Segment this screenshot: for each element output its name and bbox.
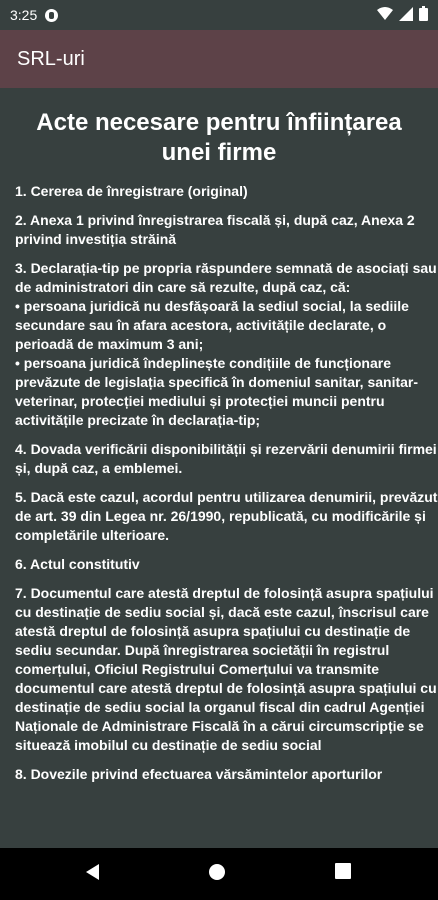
app-bar bbox=[0, 30, 438, 88]
back-icon[interactable] bbox=[84, 863, 100, 881]
list-item: 1. Cererea de înregistrare (original) bbox=[15, 183, 248, 199]
list-item: 8. Dovezile privind efectuarea vărsămintelor aporturilor bbox=[15, 766, 383, 782]
content-scroll[interactable] bbox=[0, 88, 438, 848]
list-item: 7. Documentul care atestă dreptul de folosință asupra spațiului cu destinație de sediu social și, dacă este cazul, înscrisul care atestă dreptul de folosință asupra spațiului cu destinație de sediu secundar. După înregistrarea societății în registrul comerțului, Oficiul Registrului Comerțului va transmite documentul care atestă dreptul de folosință asupra spațiului cu destinație de sediu social la organul fiscal din cadrul Agenției Naționale de Administrare Fiscală în a cărui circumscripție se situează imobilul cu destinație de sediu social bbox=[15, 585, 437, 753]
home-icon[interactable] bbox=[208, 863, 226, 881]
list-item: 5. Dacă este cazul, acordul pentru utilizarea denumirii, prevăzut de art. 39 din Legea nr. 26/1990, republicată, cu modificările și completările ulterioare. bbox=[15, 489, 438, 543]
app-title: SRL-uri bbox=[17, 47, 85, 70]
document-list bbox=[0, 182, 438, 784]
battery-icon bbox=[419, 6, 428, 21]
page-title: Acte necesare pentru înființarea unei firme bbox=[36, 109, 402, 166]
navigation-bar bbox=[0, 848, 438, 900]
status-bar bbox=[0, 0, 438, 30]
list-item: 3. Declarația-tip pe propria răspundere semnată de asociați sau de administratori din care să rezulte, după caz, că: • persoana juridică nu desfășoară la sediul social, la sediile secundare sau în afara acestora, activitățile declarate, o perioadă de maximum 3 ani; • persoana juridică îndeplinește condițiile de funcționare prevăzute de legislația specifică în domeniul sanitar, sanitar-veterinar, protecției mediului și protecției muncii pentru activitățile precizate în declarația-tip; bbox=[15, 260, 437, 428]
list-item: 6. Actul constitutiv bbox=[15, 556, 140, 572]
app-notification-icon bbox=[45, 9, 58, 22]
list-item: 4. Dovada verificării disponibilității și rezervării denumirii firmei și, după caz, a emblemei. bbox=[15, 441, 437, 476]
recents-icon[interactable] bbox=[335, 863, 351, 879]
cellular-signal-icon bbox=[399, 7, 413, 21]
list-item: 2. Anexa 1 privind înregistrarea fiscală și, după caz, Anexa 2 privind investiția străină bbox=[15, 212, 415, 247]
status-time: 3:25 bbox=[10, 7, 38, 23]
status-icons bbox=[377, 6, 428, 21]
wifi-icon bbox=[377, 7, 393, 21]
